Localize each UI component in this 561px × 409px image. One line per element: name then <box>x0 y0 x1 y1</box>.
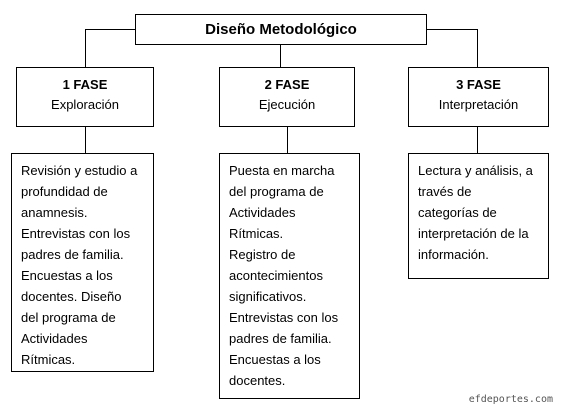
detail-line: profundidad de <box>21 184 108 199</box>
detail-line: del programa de <box>21 310 116 325</box>
diagram-title-box <box>135 14 427 45</box>
connector-phase1-detail <box>85 127 86 153</box>
phase-3-box <box>408 67 549 127</box>
phase-3-number: 3 FASE <box>456 77 501 92</box>
phase-1-number: 1 FASE <box>62 77 108 92</box>
connector-title-down <box>280 45 281 67</box>
detail-line: padres de familia. <box>229 331 332 346</box>
phase-2-box <box>219 67 355 127</box>
connector-title-right <box>427 29 477 30</box>
watermark: efdeportes.com <box>468 394 553 405</box>
detail-line: Actividades <box>229 205 296 220</box>
detail-line: categorías de <box>418 205 497 220</box>
detail-line: anamnesis. <box>21 205 88 220</box>
phase-2-number: 2 FASE <box>264 77 310 92</box>
detail-line: docentes. <box>229 373 286 388</box>
phase-1-box <box>16 67 154 127</box>
detail-line: Actividades <box>21 331 88 346</box>
detail-line: acontecimientos <box>229 268 323 283</box>
detail-line: Encuestas a los <box>229 352 321 367</box>
detail-line: Revisión y estudio a <box>21 163 138 178</box>
diagram-title: Diseño Metodológico <box>205 21 357 38</box>
detail-line: del programa de <box>229 184 324 199</box>
detail-line: Rítmicas. <box>229 226 284 241</box>
phase-2-detail-box <box>219 153 360 399</box>
phase-3-detail-box <box>408 153 549 279</box>
phase-1-name: Exploración <box>51 97 119 112</box>
detail-line: Lectura y análisis, a <box>418 163 533 178</box>
connector-title-left <box>85 29 135 30</box>
phase-2-name: Ejecución <box>258 97 316 112</box>
connector-phase2-detail <box>287 127 288 153</box>
detail-line: Entrevistas con los <box>229 310 339 325</box>
detail-line: Entrevistas con los <box>21 226 131 241</box>
detail-line: significativos. <box>229 289 307 304</box>
detail-line: información. <box>418 247 489 262</box>
detail-line: padres de familia. <box>21 247 124 262</box>
connector-phase3-detail <box>477 127 478 153</box>
detail-line: Puesta en marcha <box>229 163 335 178</box>
detail-line: interpretación de la <box>418 226 529 241</box>
detail-line: Rítmicas. <box>21 352 76 367</box>
connector-right-down <box>477 29 478 67</box>
detail-line: Encuestas a los <box>21 268 113 283</box>
connector-left-down <box>85 29 86 67</box>
phase-1-detail-box <box>11 153 154 372</box>
detail-line: docentes. Diseño <box>21 289 122 304</box>
detail-line: Registro de <box>229 247 296 262</box>
detail-line: través de <box>418 184 472 199</box>
phase-3-name: Interpretación <box>438 97 519 112</box>
